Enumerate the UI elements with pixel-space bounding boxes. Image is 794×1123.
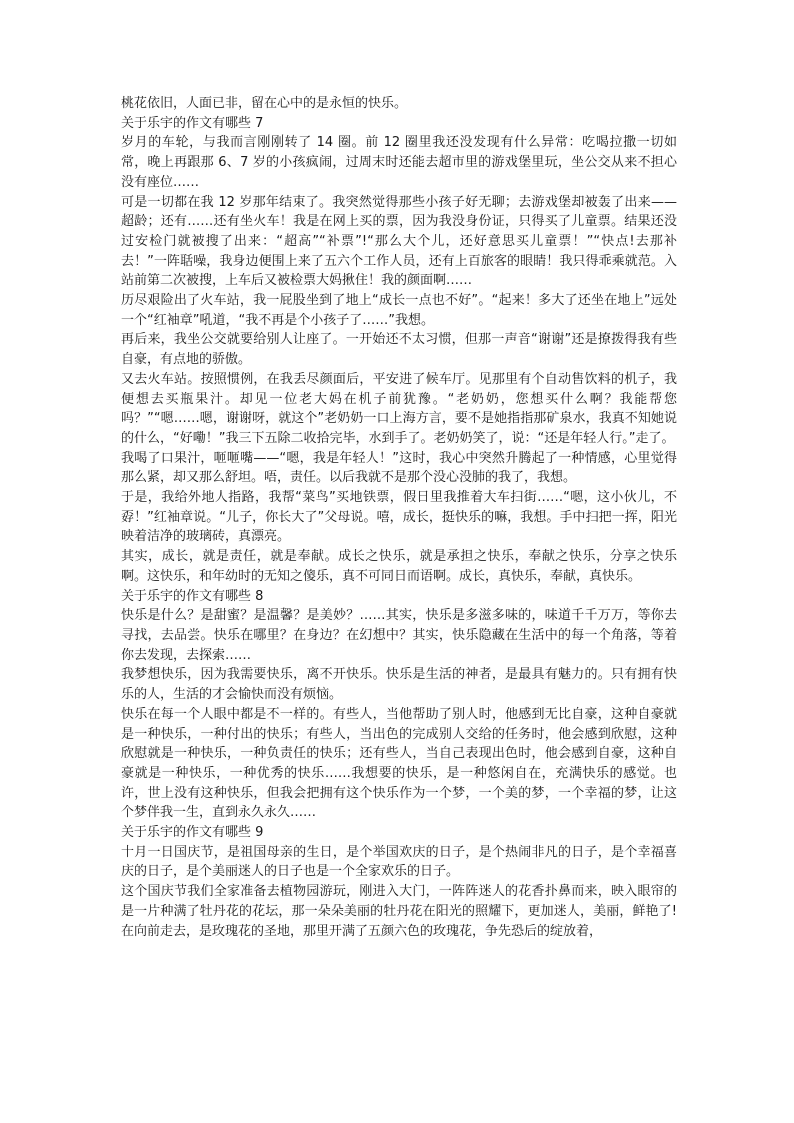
paragraph: 快乐在每一个人眼中都是不一样的。有些人，当他帮助了别人时，他感到无比自豪，这种自豪就是一种快乐，一种付出的快乐；有些人，当出色的完成别人交给的任务时，他会感到欣慰，这种欣慰就是一种快乐，一种负责任的快乐；还有些人，当自己表现出色时，他会感到自豪，这种自豪就是一种快乐，一种优秀的快乐……我想要的快乐，是一种悠闲自在，充满快乐的感觉。也许，世上没有这种快乐，但我会把拥有这个快乐作为一个梦，一个美的梦，一个幸福的梦，让这个梦伴我一生，直到永久永久…… [121, 706, 677, 821]
paragraph: 又去火车站。按照惯例，在我丢尽颜面后，平安进了候车厅。见那里有个自动售饮料的机子，我便想去买瓶果汁。却见一位老大妈在机子前犹豫。“老奶奶，您想买什么啊？我能帮您吗？”“嗯……嗯，谢谢呀，就这个”老奶奶一口上海方言，要不是她指指那矿泉水，我真不知她说的什么，“好嘞！”我三下五除二收拾完毕，水到手了。老奶奶笑了，说：“还是年轻人行。”走了。 [121, 371, 677, 446]
paragraph: 于是，我给外地人指路，我帮“菜鸟”买地铁票，假日里我推着大车扫街……“嗯，这小伙儿，不孬！”红袖章说。“儿子，你长大了”父母说。嘻，成长，挺快乐的嘛，我想。手中扫把一挥，阳光映着洁净的玻璃砖，真漂亮。 [121, 490, 677, 545]
paragraph: 可是一切都在我 12 岁那年结束了。我突然觉得那些小孩子好无聊；去游戏堡却被轰了出来——超龄；还有……还有坐火车！我是在网上买的票，因为我没身份证，只得买了儿童票。结果还没过安检门就被搜了出来：“超高”“补票”!“那么大个儿，还好意思买儿童票！”“快点!去那补去！”一阵聒噪，我身边便围上来了五六个工作人员，还有上百旅客的眼睛！我只得乖乘就范。入站前第二次被搜，上车后又被检票大妈揪住！我的颜面啊…… [121, 194, 677, 289]
paragraph: 再后来，我坐公交就要给别人让座了。一开始还不太习惯，但那一声音“谢谢”还是撩拨得我有些自豪，有点地的骄傲。 [121, 332, 677, 368]
section-heading: 关于乐宇的作文有哪些 9 [121, 825, 264, 841]
section-heading: 关于乐宇的作文有哪些 8 [121, 588, 264, 604]
paragraph: 这个国庆节我们全家准备去植物园游玩，刚进入大门，一阵阵迷人的花香扑鼻而来，映入眼帘的是一片种满了牡丹花的花坛，那一朵朵美丽的牡丹花在阳光的照耀下，更加迷人，美丽，鲜艳了!在向前走去，是玫瑰花的圣地，那里开满了五颜六色的玫瑰花，争先恐后的绽放着， [121, 884, 677, 939]
paragraph: 岁月的车轮，与我而言刚刚转了 14 圈。前 12 圈里我还没发现有什么异常：吃喝拉撒一切如常，晚上再跟那 6、7 岁的小孩疯闹，过周末时还能去超市里的游戏堡里玩，坐公交从来不担心没有座位…… [121, 135, 677, 190]
paragraph: 桃花依旧，人面已非，留在心中的是永恒的快乐。 [121, 96, 408, 111]
document-page [121, 94, 677, 941]
paragraph: 我梦想快乐，因为我需要快乐，离不开快乐。快乐是生活的神者，是最具有魅力的。只有拥有快乐的人，生活的才会愉快而没有烦恼。 [121, 667, 677, 703]
paragraph: 我喝了口果汁，咂咂嘴——“嗯，我是年轻人！”这时，我心中突然升腾起了一种情感，心里觉得那么紧，却又那么舒坦。唔，责任。以后我就不是那个没心没肺的我了，我想。 [121, 450, 677, 486]
section-heading: 关于乐宇的作文有哪些 7 [121, 115, 264, 131]
paragraph: 其实，成长，就是责任，就是奉献。成长之快乐，就是承担之快乐，奉献之快乐，分享之快乐啊。这快乐，和年幼时的无知之傻乐，真不可同日而语啊。成长，真快乐，奉献，真快乐。 [121, 549, 677, 584]
paragraph: 快乐是什么？是甜蜜？是温馨？是美妙？……其实，快乐是多滋多味的，味道千千万万，等你去寻找，去品尝。快乐在哪里？在身边？在幻想中？其实，快乐隐藏在生活中的每一个角落，等着你去发现，去探索…… [121, 608, 677, 663]
paragraph: 十月一日国庆节，是祖国母亲的生日，是个举国欢庆的日子，是个热闹非凡的日子，是个幸福喜庆的日子，是个美丽迷人的日子也是一个全家欢乐的日子。 [121, 844, 677, 880]
paragraph: 历尽艰险出了火车站，我一屁股坐到了地上“成长一点也不好”。“起来！多大了还坐在地上”远处一个“红袖章”吼道，“我不再是个小孩子了……”我想。 [121, 293, 677, 328]
